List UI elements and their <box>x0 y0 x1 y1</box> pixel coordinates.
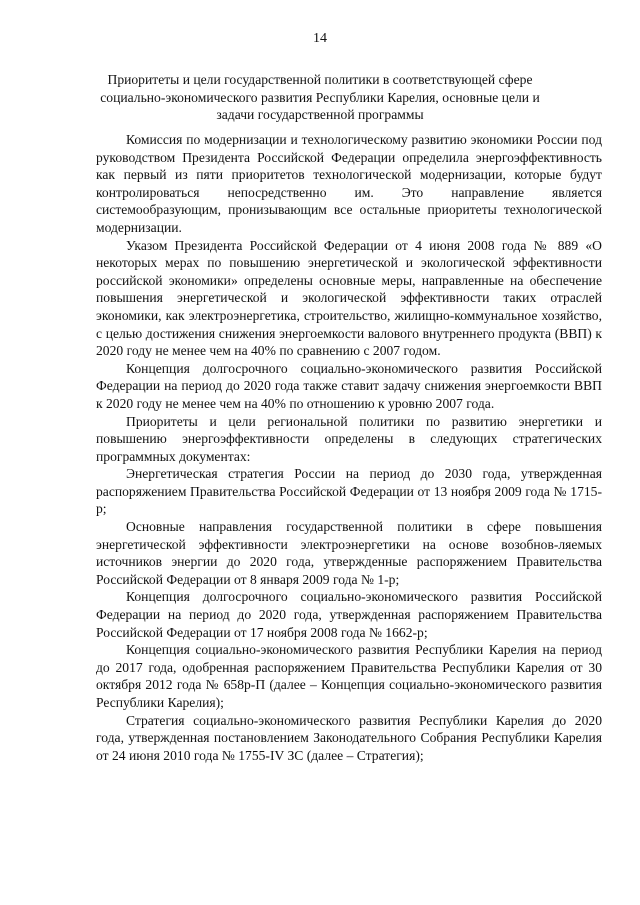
paragraph-long-term-concept: Концепция долгосрочного социально-экономического развития Российской Федерации на период до 2020 года, утвержденная распоряжением Правительства Российской Федерации от 17 ноября 2008 года № 1662-р; <box>96 589 602 640</box>
paragraph-main-directions: Основные направления государственной политики в сфере повышения энергетической эффективности электроэнергетики на основе возобнов-ляемых источников энергии до 2020 года, утвержденные распоряжением Правительства Российской Федерации от 8 января 2009 года № 1-р; <box>96 519 602 587</box>
paragraph-commission: Комиссия по модернизации и технологическому развитию экономики России под руководством Президента Российской Федерации определила энергоэффективность как первый из пяти приоритетов технологической модернизации, которые будут контролироваться непосредственно им. Это направление является системообразующим, пронизывающим все остальные приоритеты технологической модернизации. <box>96 132 602 235</box>
paragraph-decree: Указом Президента Российской Федерации от 4 июня 2008 года № 889 «О некоторых мерах по повышению энергетической и экологической эффективности российской экономики» определены основные меры, направленные на обеспечение повышения энергетической и экологической эффективности таких отраслей экономики, как электроэнергетика, строительство, жилищно-коммунальное хозяйство, с целью достижения снижения энергоемкости валового внутреннего продукта (ВВП) к 2020 году не менее чем на 40% по сравнению с 2007 годом. <box>96 237 602 359</box>
page-number: 14 <box>313 31 327 46</box>
document-body <box>96 131 602 764</box>
section-title: Приоритеты и цели государственной политики в соответствующей сфере социально-экономического развития Республики Карелия, основные цели и задачи государственной программы <box>100 72 540 123</box>
paragraph-karelia-strategy: Стратегия социально-экономического развития Республики Карелия до 2020 года, утвержденная постановлением Законодательного Собрания Республики Карелия от 24 июня 2010 года № 1755-IV ЗС (далее – Стратегия); <box>96 712 602 763</box>
paragraph-energy-strategy: Энергетическая стратегия России на период до 2030 года, утвержденная распоряжением Правительства Российской Федерации от 13 ноября 2009 года № 1715-р; <box>96 466 602 517</box>
paragraph-karelia-concept: Концепция социально-экономического развития Республики Карелия на период до 2017 года, одобренная распоряжением Правительства Республики Карелия от 30 октября 2012 года № 658р-П (далее – Концепция социально-экономического развития Республики Карелия); <box>96 642 602 710</box>
paragraph-concept-rf: Концепция долгосрочного социально-экономического развития Российской Федерации на период до 2020 года также ставит задачу снижения энергоемкости ВВП к 2020 году не менее чем на 40% по отношению к уровню 2007 года. <box>96 360 602 411</box>
paragraph-priorities: Приоритеты и цели региональной политики по развитию энергетики и повышению энергоэффективности определены в следующих стратегических программных документах: <box>96 413 602 464</box>
